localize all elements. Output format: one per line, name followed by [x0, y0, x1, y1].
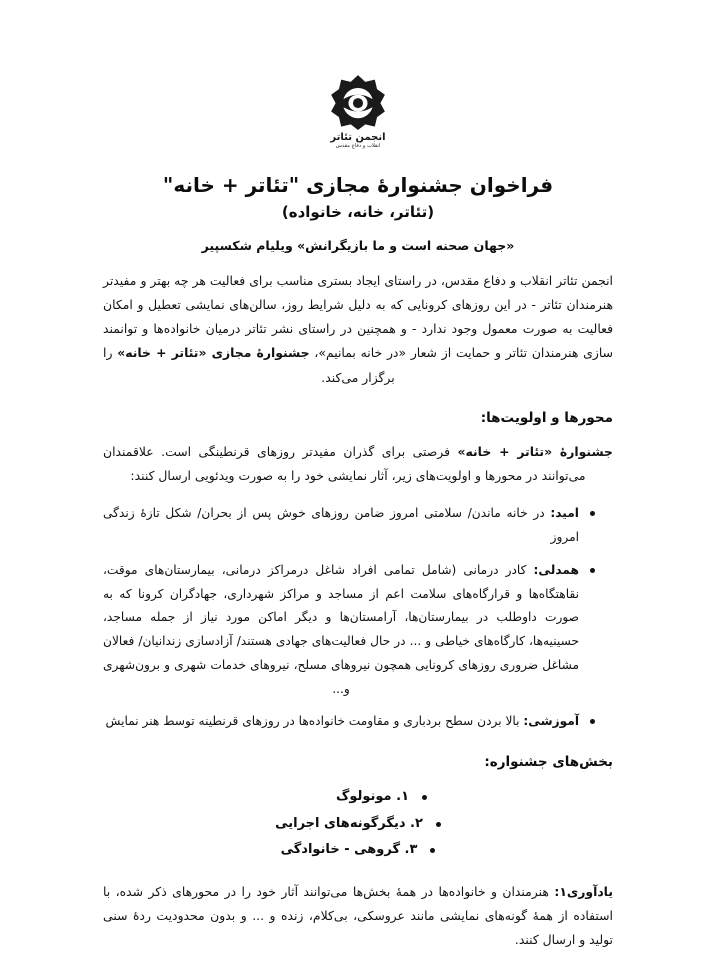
- axes-intro-rest: فرصتی برای گذران مفیدتر روزهای قرنطینگی است. علاقمندان می‌توانند در محورها و اولویت‌های زیر، آثار نمایشی خود را به صورت ویدئویی ارسال کنند:: [103, 443, 586, 483]
- axis-label: همدلی:: [533, 562, 579, 577]
- part-label: ۲. دیگرگونه‌های اجرایی: [275, 811, 441, 838]
- parts-section-heading: بخش‌های جشنواره:: [484, 754, 613, 771]
- list-item: [103, 784, 613, 811]
- axis-text: کادر درمانی (شامل تمامی افراد شاغل درمراکز درمانی، بیمارستان‌های موقت، نقاهتگاه‌ها و قرارگاه‌های سلامت اعم از مساجد و مراکز شهرداری، جهادگران کرونا که به صورت داوطلب در بیمارستان‌ها، آرامستان‌ها و دیگر اماکن مورد نیاز از جمله مساجد، حسینیه‌ها، کارگاه‌های خیاطی و ... در حال فعالیت‌های جهادی هستند/ آزادسازی زندانیان/ فعالان مشاغل ضروری روزهای کرونایی همچون نیروهای مسلح، نیروهای خدمات شهری و برون‌شهری و...: [103, 562, 579, 696]
- axis-text: بالا بردن سطح بردباری و مقاومت خانواده‌ها در روزهای قرنطینه توسط هنر نمایش: [105, 714, 524, 729]
- festival-name: جشنوارهٔ مجازی «تئاتر + خانه»: [117, 345, 310, 361]
- document-body: [103, 255, 613, 953]
- intro-text-part2: را برگزار می‌کند.: [103, 345, 395, 385]
- note-text: هنرمندان و خانواده‌ها در همهٔ بخش‌ها می‌توانند آثار خود را در محورهای ذکر شده، با استفاده از همهٔ گونه‌های نمایشی مانند عروسکی، بی‌کلام، زنده و ... و بدون محدودیت ردهٔ سنی تولید و ارسال کنند.: [103, 884, 613, 948]
- note-label: یادآوری۱:: [554, 884, 613, 900]
- intro-text-part1: انجمن تئاتر انقلاب و دفاع مقدس، در راستای ایجاد بستری مناسب برای فعالیت هر چه بهتر و مفیدتر هنرمندان تئاتر - در این روزهای کرونایی که به دلیل شرایط روز، سالن‌های نمایشی تعطیل و امکان فعالیت به صورت معمول وجود ندارد - و همچنین در راستای نشر تئاتر درمیان خانواده‌ها و توانمند سازی هنرمندان تئاتر و حمایت از شعار «در خانه بمانیم»،: [103, 272, 613, 361]
- part-label: ۳. گروهی - خانوادگی: [281, 837, 436, 864]
- part-label: ۱. مونولوگ: [289, 784, 427, 811]
- theater-eye-star-logo-icon: [330, 74, 386, 130]
- axis-label: آموزشی:: [523, 714, 579, 729]
- list-item: [103, 837, 613, 864]
- organization-logo: [0, 0, 716, 150]
- shakespeare-quote: «جهان صحنه است و ما بازیگرانش» ویلیام شکسپیر: [201, 237, 515, 253]
- axes-section-heading: محورها و اولویت‌ها:: [480, 409, 613, 426]
- list-item: [103, 710, 595, 734]
- page-title: فراخوان جشنوارهٔ مجازی "تئاتر + خانه": [162, 172, 554, 197]
- axis-text: در خانه ماندن/ سلامتی امروز ضامن روزهای خوش پس از بحران/ شکل تازهٔ زندگی امروز: [103, 506, 579, 544]
- axes-list: [103, 502, 613, 734]
- parts-list: [103, 784, 613, 864]
- list-item: [103, 559, 595, 702]
- logo-subtitle: انقلاب و دفاع مقدس: [335, 143, 381, 149]
- page-subtitle: (تئاتر، خانه، خانواده): [281, 202, 435, 221]
- axes-intro-bold: جشنوارهٔ «تئاتر + خانه»: [457, 443, 613, 459]
- list-item: [103, 811, 613, 838]
- axes-intro: [103, 440, 613, 488]
- intro-paragraph: [103, 269, 613, 390]
- list-item: [103, 502, 595, 550]
- axis-label: امید:: [550, 506, 579, 521]
- logo-title: انجمن تئاتر: [330, 132, 386, 143]
